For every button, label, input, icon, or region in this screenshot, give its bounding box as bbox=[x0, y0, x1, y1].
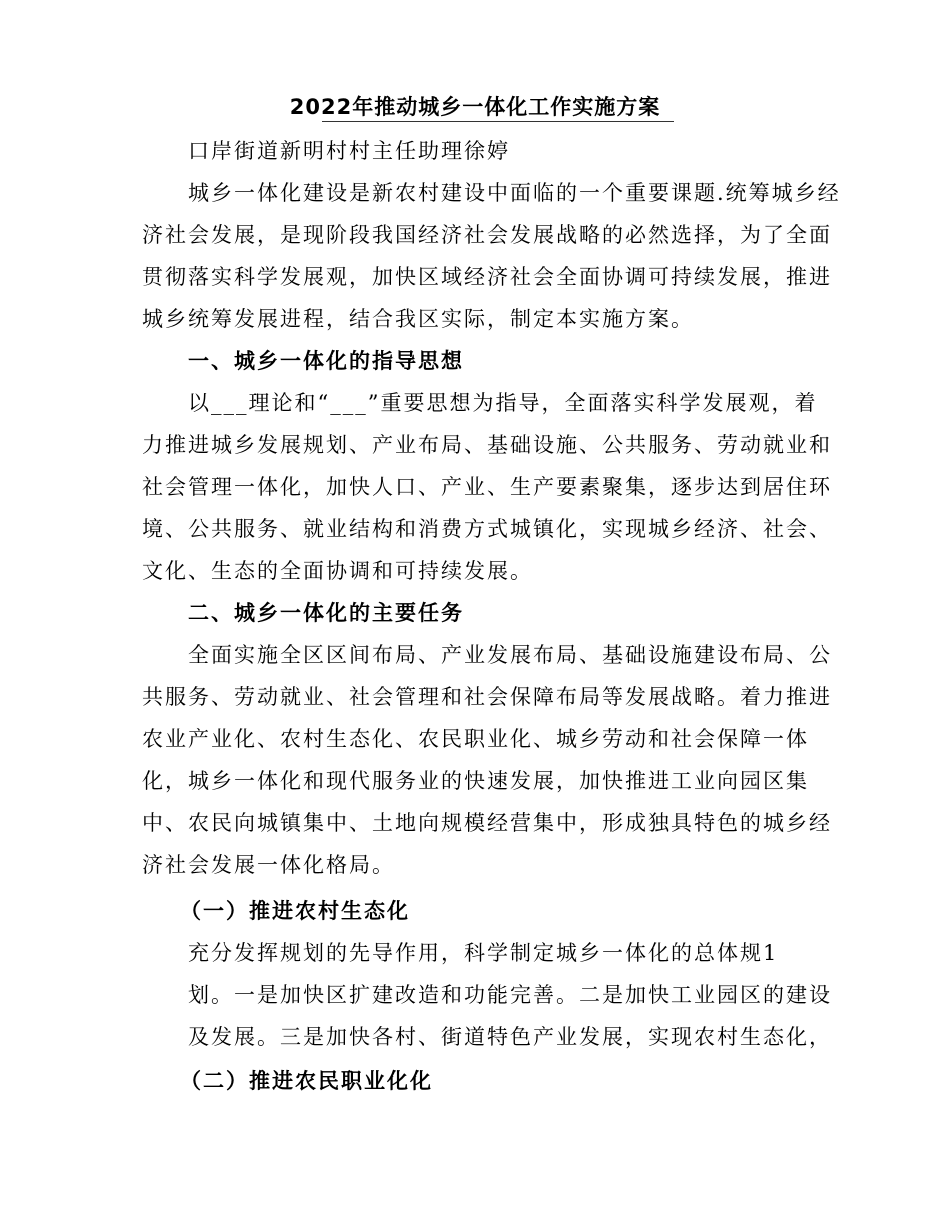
paragraph-line: 中、农民向城镇集中、土地向规模经营集中，形成独具特色的城乡经 bbox=[142, 811, 832, 835]
section-heading: 二、城乡一体化的主要任务 bbox=[188, 601, 464, 625]
subsection-heading: （一）推进农村生态化 bbox=[180, 899, 410, 923]
paragraph-line: 社会管理一体化，加快人口、产业、生产要素聚集，逐步达到居住环 bbox=[142, 475, 832, 499]
paragraph-line: 化，城乡一体化和现代服务业的快速发展，加快推进工业向园区集 bbox=[142, 769, 809, 793]
subsection-heading: （二）推进农民职业化化 bbox=[180, 1069, 433, 1093]
paragraph-line: 农业产业化、农村生态化、农民职业化、城乡劳动和社会保障一体 bbox=[142, 727, 809, 751]
paragraph-line: 文化、生态的全面协调和可持续发展。 bbox=[142, 559, 533, 583]
document-title: 2022年推动城乡一体化工作实施方案 bbox=[289, 95, 661, 119]
paragraph-line: 城乡一体化建设是新农村建设中面临的一个重要课题.统筹城乡经 bbox=[188, 181, 841, 205]
paragraph-line: 共服务、劳动就业、社会管理和社会保障布局等发展战略。着力推进 bbox=[142, 685, 832, 709]
section-heading: 一、城乡一体化的指导思想 bbox=[188, 349, 464, 373]
paragraph-line: 以___理论和“___”重要思想为指导，全面落实科学发展观，着 bbox=[188, 391, 818, 415]
paragraph-line: 济社会发展一体化格局。 bbox=[142, 853, 395, 877]
author-line: 口岸街道新明村村主任助理徐婷 bbox=[188, 139, 510, 163]
paragraph-line: 及发展。三是加快各村、街道特色产业发展，实现农村生态化， bbox=[188, 1025, 832, 1049]
paragraph-line: 贯彻落实科学发展观，加快区域经济社会全面协调可持续发展，推进 bbox=[142, 265, 832, 289]
paragraph-line: 力推进城乡发展规划、产业布局、基础设施、公共服务、劳动就业和 bbox=[142, 433, 832, 457]
paragraph-line: 全面实施全区区间布局、产业发展布局、基础设施建设布局、公 bbox=[188, 643, 832, 667]
paragraph-line: 充分发挥规划的先导作用，科学制定城乡一体化的总体规1 bbox=[188, 941, 779, 965]
paragraph-line: 城乡统筹发展进程，结合我区实际，制定本实施方案。 bbox=[142, 307, 694, 331]
title-underline bbox=[322, 121, 674, 122]
paragraph-line: 济社会发展，是现阶段我国经济社会发展战略的必然选择，为了全面 bbox=[142, 223, 832, 247]
paragraph-line: 境、公共服务、就业结构和消费方式城镇化，实现城乡经济、社会、 bbox=[142, 517, 832, 541]
paragraph-line: 划。一是加快区扩建改造和功能完善。二是加快工业园区的建设 bbox=[188, 983, 832, 1007]
